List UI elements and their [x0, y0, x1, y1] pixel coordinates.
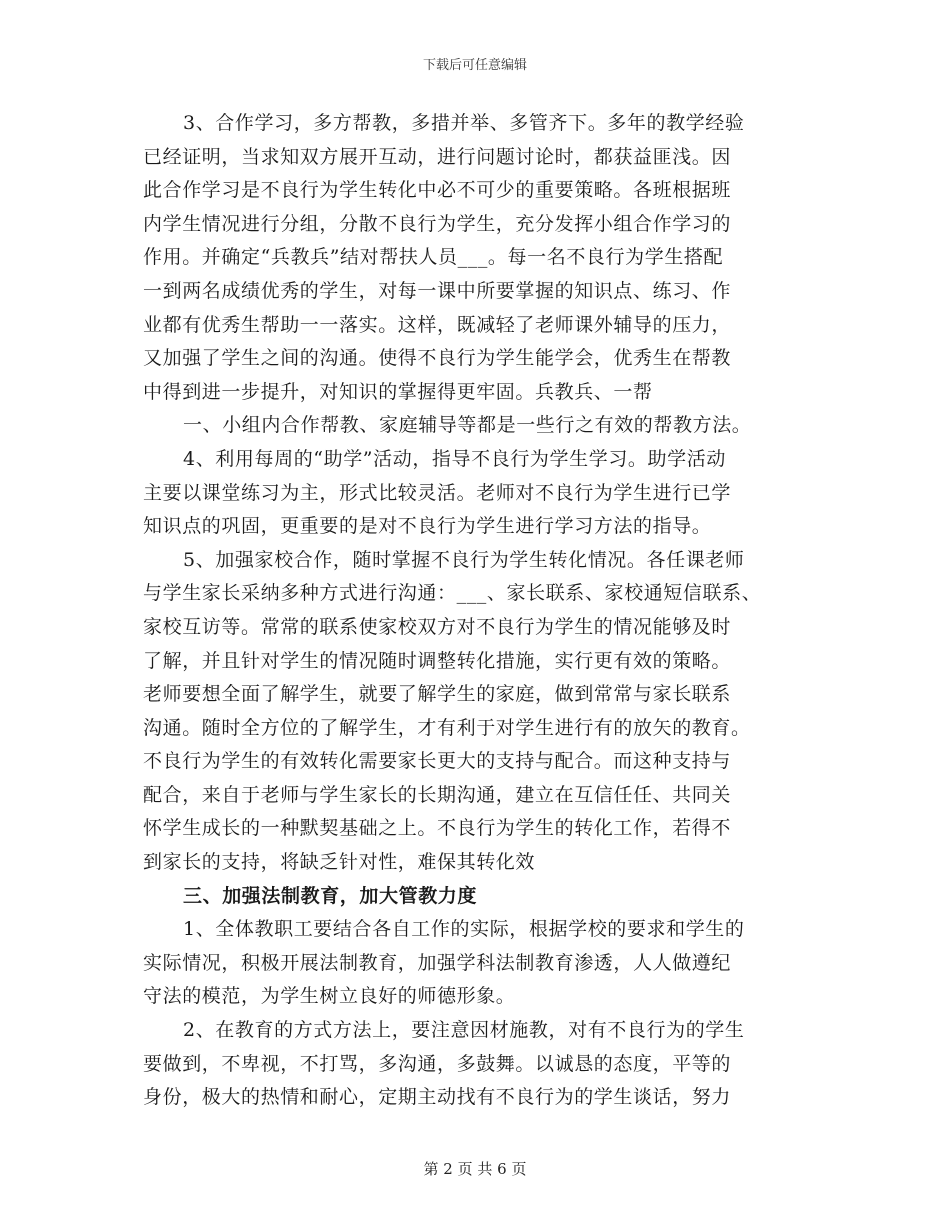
text-line: 一、小组内合作帮教、家庭辅导等都是一些行之有效的帮教方法。: [183, 414, 752, 437]
section-heading: 三、加强法制教育，加大管教力度: [183, 884, 478, 907]
document-body: [143, 107, 815, 1115]
text-line: 作用。并确定“兵教兵”结对帮扶人员___。每一名不良行为学生搭配: [143, 246, 724, 269]
page-footer: 第 2 页 共 6 页: [423, 1160, 527, 1178]
text-line: 4、利用每周的“助学”活动，指导不良行为学生学习。助学活动: [183, 447, 726, 470]
text-line: 一到两名成绩优秀的学生，对每一课中所要掌握的知识点、练习、作: [143, 279, 732, 302]
text-line: 又加强了学生之间的沟通。使得不良行为学生能学会，优秀生在帮教: [143, 347, 732, 370]
text-line: 配合，来自于老师与学生家长的长期沟通，建立在互信任任、共同关: [143, 783, 732, 806]
text-line: 不良行为学生的有效转化需要家长更大的支持与配合。而这种支持与: [143, 750, 732, 773]
text-line: 到家长的支持，将缺乏针对性，难保其转化效: [143, 851, 536, 874]
text-line: 此合作学习是不良行为学生转化中必不可少的重要策略。各班根据班: [143, 179, 732, 202]
text-line: 5、加强家校合作，随时掌握不良行为学生转化情况。各任课老师: [183, 548, 745, 571]
text-line: 守法的模范，为学生树立良好的师德形象。: [143, 985, 516, 1008]
text-line: 与学生家长采纳多种方式进行沟通：___、家长联系、家校通短信联系、: [143, 582, 762, 605]
text-line: 要做到，不卑视，不打骂，多沟通，多鼓舞。以诚恳的态度，平等的: [143, 1052, 732, 1075]
text-line: 怀学生成长的一种默契基础之上。不良行为学生的转化工作，若得不: [143, 817, 732, 840]
text-line: 业都有优秀生帮助一一落实。这样，既减轻了老师课外辅导的压力，: [143, 313, 732, 336]
text-line: 内学生情况进行分组，分散不良行为学生，充分发挥小组合作学习的: [143, 212, 732, 235]
text-line: 主要以课堂练习为主，形式比较灵活。老师对不良行为学生进行已学: [143, 481, 732, 504]
text-line: 老师要想全面了解学生，就要了解学生的家庭，做到常常与家长联系: [143, 683, 732, 706]
text-line: 2、在教育的方式方法上，要注意因材施教，对有不良行为的学生: [183, 1019, 745, 1042]
text-line: 中得到进一步提升，对知识的掌握得更牢固。兵教兵、一帮: [143, 380, 653, 403]
text-line: 家校互访等。常常的联系使家校双方对不良行为学生的情况能够及时: [143, 615, 732, 638]
text-line: 身份，极大的热情和耐心，定期主动找有不良行为的学生谈话，努力: [143, 1086, 732, 1109]
text-line: 知识点的巩固，更重要的是对不良行为学生进行学习方法的指导。: [143, 515, 712, 538]
page-header: 下载后可任意编辑: [422, 58, 527, 73]
text-line: 沟通。随时全方位的了解学生，才有利于对学生进行有的放矢的教育。: [143, 716, 751, 739]
text-line: 3、合作学习，多方帮教，多措并举、多管齐下。多年的教学经验: [183, 112, 745, 134]
text-line: 1、全体教职工要结合各自工作的实际，根据学校的要求和学生的: [183, 918, 745, 941]
text-line: 已经证明，当求知双方展开互动，进行问题讨论时，都获益匪浅。因: [143, 145, 732, 168]
text-line: 了解，并且针对学生的情况随时调整转化措施，实行更有效的策略。: [143, 649, 732, 672]
text-line: 实际情况，积极开展法制教育，加强学科法制教育渗透，人人做遵纪: [143, 951, 732, 974]
